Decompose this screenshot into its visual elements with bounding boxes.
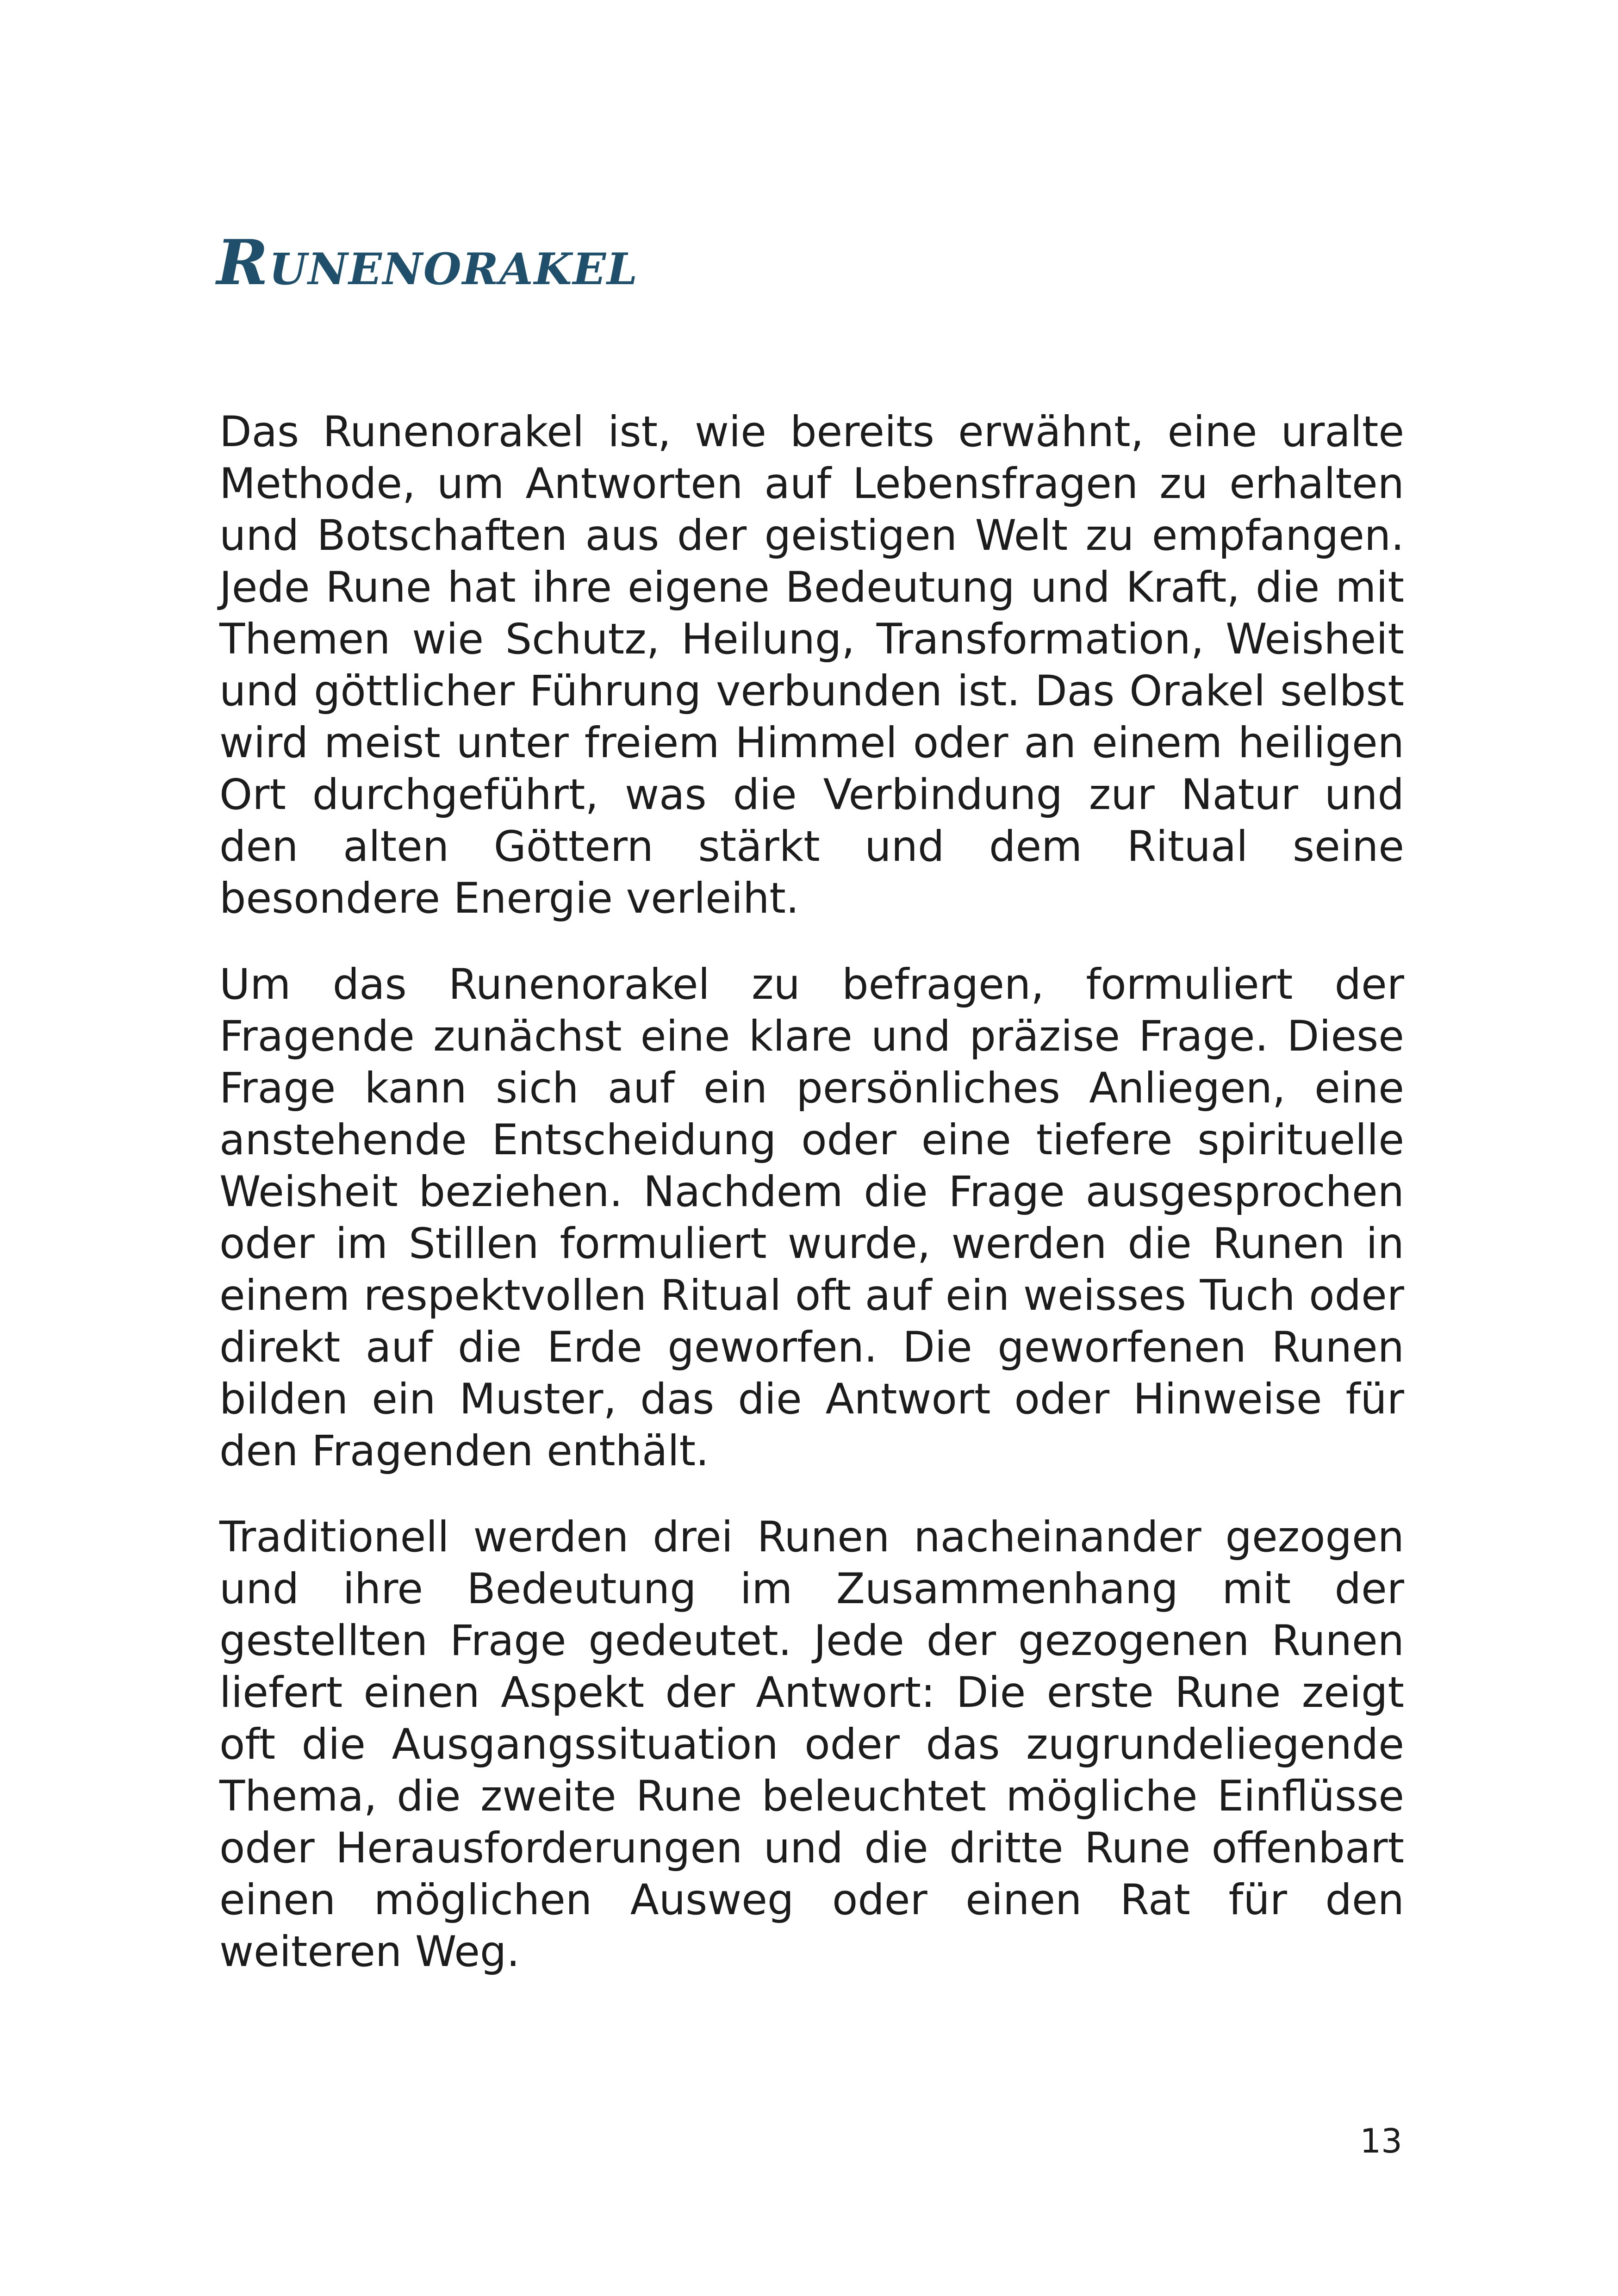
paragraph-1: Das Runenorakel ist, wie bereits erwähnt, eine uralte Methode, um Antworten auf Lebensfragen zu erhalten und Botschaften aus der geistigen Welt zu empfangen. Jede Rune hat ihre eigene Bedeutung und Kraft, die mit Themen wie Schutz, Heilung, Transformation, Weisheit und göttlicher Führung verbunden ist. Das Orakel selbst wird meist unter freiem Himmel oder an einem heiligen Ort durchgeführt, was die Verbindung zur Natur und den alten Göttern stärkt und dem Ritual seine besondere Energie verleiht. [219, 408, 1404, 923]
page-number: 13 [1360, 2122, 1402, 2160]
paragraph-3: Traditionell werden drei Runen nacheinander gezogen und ihre Bedeutung im Zusammenhang mit der gestellten Frage gedeutet. Jede der gezogenen Runen liefert einen Aspekt der Antwort: Die erste Rune zeigt oft die Ausgangssituation oder das zugrundeliegende Thema, die zweite Rune beleuchtet mögliche Einflüsse oder Herausforderungen und die dritte Rune offenbart einen möglichen Ausweg oder einen Rat für den weiteren Weg. [219, 1513, 1404, 1976]
paragraph-2: Um das Runenorakel zu befragen, formuliert der Fragende zunächst eine klare und präzise Frage. Diese Frage kann sich auf ein persönliches Anliegen, eine anstehende Entscheidung oder eine tiefere spirituelle Weisheit beziehen. Nachdem die Frage ausgesprochen oder im Stillen formuliert wurde, werden die Runen in einem respektvollen Ritual oft auf ein weisses Tuch oder direkt auf die Erde geworfen. Die geworfenen Runen bilden ein Muster, das die Antwort oder Hinweise für den Fragenden enthält. [219, 960, 1404, 1475]
chapter-title: Runenorakel [217, 226, 639, 299]
body-text [219, 406, 1404, 2012]
